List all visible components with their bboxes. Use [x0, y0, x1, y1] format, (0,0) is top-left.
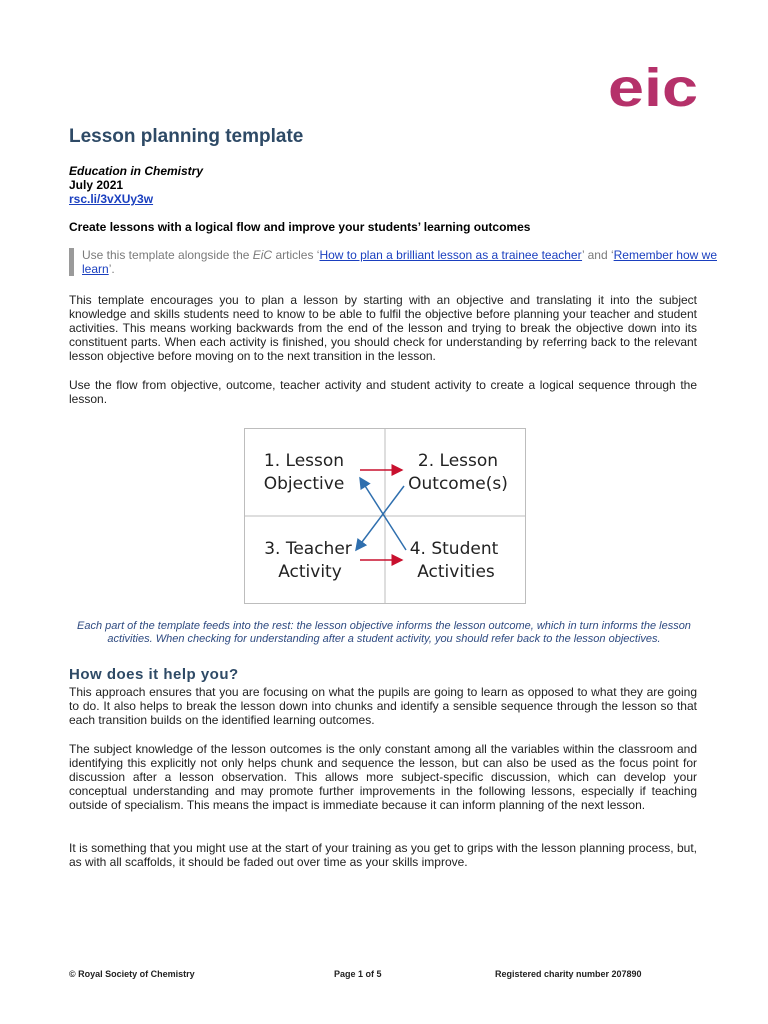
footer-page-number: Page 1 of 5 — [334, 969, 382, 979]
cell-student-line2: Activities — [417, 562, 495, 582]
intro-paragraph: This template encourages you to plan a lesson by starting with an objective and translating it into the subject knowledge and skills students need to know to be able to fulfil the objective before planning your teacher and student activities. This means working backwards from the end of the lesson and trying to break the objective down into its constituent parts. When each activity is finished, you should check for understanding by referring back to the relevant lesson objective before moving on to the next transition in the lesson. — [69, 293, 697, 363]
short-link[interactable]: rsc.li/3vXUy3w — [69, 192, 154, 206]
publication-date: July 2021 — [69, 178, 124, 192]
training-paragraph: It is something that you might use at the start of your training as you get to grips with the lesson planning process, but, as with all scaffolds, it should be faded out over time as your skills improve. — [69, 841, 697, 869]
approach-paragraph: This approach ensures that you are focusing on what the pupils are going to learn as opposed to what they are going to do. It also helps to break the lesson down into chunks and identify a sensible sequence through the lesson so that each transition builds on the identified learning outcomes. — [69, 685, 697, 727]
cell-objective-line1: 1. Lesson — [263, 451, 345, 471]
document-meta — [69, 164, 203, 206]
cell-teacher-line1: 3. Teacher — [264, 539, 352, 559]
related-articles-note: Use this template alongside the EiC articles ‘How to plan a brilliant lesson as a trainee teacher’ and ‘Remember how we learn’. — [69, 248, 722, 276]
cell-outcome-line1: 2. Lesson — [417, 451, 499, 471]
cell-student-line1: 4. Student — [409, 539, 499, 559]
cell-outcome-line2: Outcome(s) — [408, 474, 508, 494]
section-heading: How does it help you? — [69, 666, 239, 683]
cell-objective-line2: Objective — [263, 474, 345, 494]
logo-text: eic — [608, 64, 698, 112]
footer-charity-number: Registered charity number 207890 — [495, 969, 642, 979]
flow-paragraph: Use the flow from objective, outcome, teacher activity and student activity to create a logical sequence through the lesson. — [69, 378, 697, 406]
publication-name: Education in Chemistry — [69, 164, 204, 178]
diagram-caption: Each part of the template feeds into the rest: the lesson objective informs the lesson outcome, which in turn informs the lesson activities. When checking for understanding after a student activity, you should refer back to the lesson objectives. — [77, 620, 691, 645]
footer-copyright: © Royal Society of Chemistry — [69, 969, 195, 979]
article-link-brilliant-lesson[interactable]: How to plan a brilliant lesson as a trainee teacher — [319, 248, 583, 262]
page-title: Lesson planning template — [69, 126, 304, 147]
subject-knowledge-paragraph: The subject knowledge of the lesson outcomes is the only constant among all the variables within the classroom and identifying this explicitly not only helps chunk and sequence the lesson, but can also be used as the focus point for discussion after a lesson observation. This allows more subject-specific discussion, which can develop your conceptual understanding and may promote further improvements in the following lessons, especially if teaching outside of specialism. This means the impact is immediate because it can inform planning of the next lesson. — [69, 742, 697, 812]
lesson-flow-diagram — [244, 428, 526, 604]
subtitle: Create lessons with a logical flow and improve your students’ learning outcomes — [69, 220, 531, 234]
cell-teacher-line2: Activity — [278, 562, 342, 582]
article-link-remember-how-we-learn[interactable]: Remember how we learn — [82, 248, 717, 276]
eic-logo — [608, 64, 700, 112]
